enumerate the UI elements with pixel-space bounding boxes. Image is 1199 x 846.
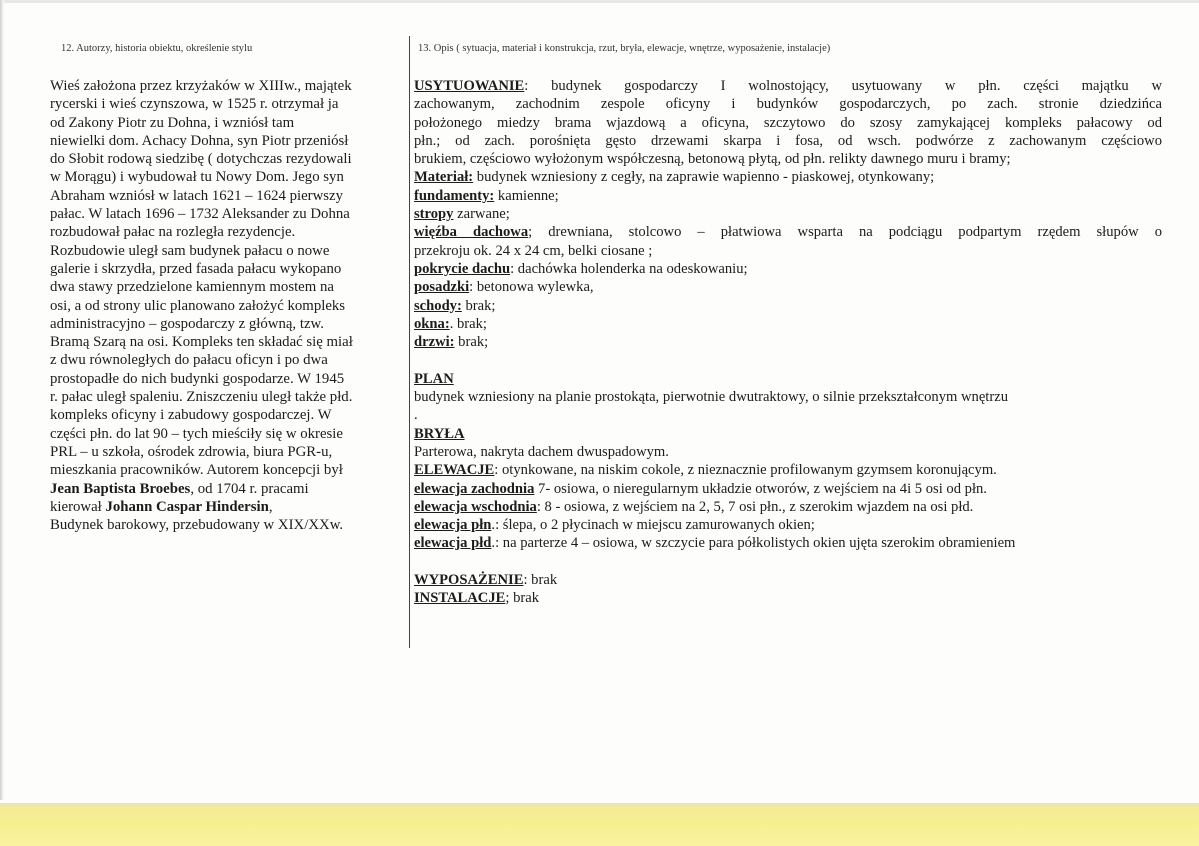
history-line: w Morągu) i wybudował tu Nowy Dom. Jego syn bbox=[50, 169, 344, 186]
history-line-author2: kierował Johann Caspar Hindersin, bbox=[50, 498, 273, 515]
history-line: Bramą Szarą na osi. Kompleks ten składać się miał bbox=[50, 334, 353, 351]
wiezba-line: przekroju ok. 24 x 24 cm, belki ciosane ; bbox=[414, 242, 653, 259]
author-name: Johann Caspar Hindersin bbox=[105, 498, 269, 515]
usytuowanie-line: położonego miedzy brama wjazdową a oficyna, szczytowo do szosy zamykającej kompleks pałacowy od bbox=[414, 114, 1162, 131]
history-line-author1: Jean Baptista Broebes, od 1704 r. pracami bbox=[50, 480, 309, 497]
description-text bbox=[414, 77, 1162, 608]
history-line: r. pałac uległ spaleniu. Zniszczeniu uległ także płd. bbox=[50, 389, 353, 406]
history-text bbox=[50, 77, 400, 534]
elewacja-pln-line: elewacja płn.: ślepa, o 2 płycinach w miejscu zamurowanych okien; bbox=[414, 517, 815, 534]
okna-line: okna:. brak; bbox=[414, 315, 487, 332]
history-line: części płn. do lat 90 – tych mieściły się w okresie bbox=[50, 425, 343, 442]
wiezba-heading: więźba dachowa bbox=[414, 224, 529, 241]
usytuowanie-line: brukiem, częściowo wyłożonym współczesną, betonową płytą, od płn. relikty dawnego muru i bramy; bbox=[414, 151, 1011, 168]
history-line: osi, a od strony ulic planowano założyć kompleks bbox=[50, 297, 346, 314]
usytuowanie-line: USYTUOWANIE: budynek gospodarczy I wolnostojący, usytuowany w płn. części majątku w bbox=[414, 78, 1162, 94]
pokrycie-line: pokrycie dachu: dachówka holenderka na odeskowaniu; bbox=[414, 260, 748, 277]
elewacja-pld-line: elewacja płd.: na parterze 4 – osiowa, w szczycie para półkolistych okien ujęta szerokim obramieniem bbox=[414, 535, 1016, 552]
history-line: galerie i skrzydła, przed fasada pałacu wykopano bbox=[50, 260, 342, 277]
top-edge bbox=[0, 0, 1199, 3]
wiezba-line: więźba dachowa; drewniana, stolcowo – płatwiowa wsparta na podciągu podpartym rzędem słupów o bbox=[414, 224, 1162, 241]
scan-edge-shadow bbox=[0, 0, 4, 800]
posadzki-line: posadzki: betonowa wylewka, bbox=[414, 279, 594, 296]
history-line: z dwu równoległych do pałacu oficyn i po dwa bbox=[50, 352, 328, 369]
schody-heading: schody: bbox=[414, 297, 462, 314]
author-name: Jean Baptista Broebes bbox=[50, 480, 191, 497]
history-line: mieszkania pracowników. Autorem koncepcji był bbox=[50, 462, 343, 479]
history-line: rycerski i wieś czynszowa, w 1525 r. otrzymał ja bbox=[50, 96, 339, 113]
elewacja-pln-heading: elewacja płn bbox=[414, 517, 492, 534]
drzwi-heading: drzwi: bbox=[414, 334, 455, 351]
fundamenty-heading: fundamenty: bbox=[414, 187, 495, 204]
history-line: Budynek barokowy, przebudowany w XIX/XXw. bbox=[50, 517, 344, 534]
pokrycie-heading: pokrycie dachu bbox=[414, 260, 511, 277]
elewacje-line: ELEWACJE: otynkowane, na niskim cokole, z nieznacznie profilowanym gzymsem koronującym. bbox=[414, 462, 997, 479]
plan-line: budynek wzniesiony na planie prostokąta, pierwotnie dwutraktowy, o silnie przekształconym wnętrzu bbox=[414, 389, 1008, 406]
spacer bbox=[414, 351, 1162, 369]
plan-heading-line bbox=[414, 370, 1162, 388]
posadzki-heading: posadzki bbox=[414, 279, 470, 296]
history-line: rozbudował pałac na rozległa rezydencje. bbox=[50, 224, 296, 241]
stropy-line: stropy zarwane; bbox=[414, 206, 510, 223]
wyposazenie-heading: WYPOSAŻENIE bbox=[414, 572, 524, 589]
history-line: niewielki dom. Achacy Dohna, syn Piotr przeniósł bbox=[50, 132, 349, 149]
plan-dot: . bbox=[414, 407, 418, 424]
stropy-heading: stropy bbox=[414, 206, 454, 223]
fundamenty-line: fundamenty: kamienne; bbox=[414, 187, 559, 204]
wyposazenie-line: WYPOSAŻENIE: brak bbox=[414, 572, 558, 589]
history-line: od Zakony Piotr zu Dohna, i wzniósł tam bbox=[50, 114, 295, 131]
description-column-header: 13. Opis ( sytuacja, materiał i konstrukcja, rzut, bryła, elewacje, wnętrze, wyposażenie, instalacje) bbox=[418, 43, 831, 54]
history-line: administracyjno – gospodarczy z główną, tzw. bbox=[50, 315, 324, 332]
elewacja-zachodnia-heading: elewacja zachodnia bbox=[414, 480, 535, 497]
usytuowanie-line: zachowanym, zachodnim zespole oficyny i budynków gospodarczych, po zach. stronie dziedzińca bbox=[414, 96, 1162, 113]
history-line: prostopadłe do nich budynki gospodarze. W 1945 bbox=[50, 370, 345, 387]
elewacja-zachodnia-line: elewacja zachodnia 7- osiowa, o nieregularnym układzie otworów, z wejściem na 4i 5 osi od płn. bbox=[414, 480, 987, 497]
elewacja-pld-heading: elewacja płd bbox=[414, 535, 492, 552]
bryla-line: Parterowa, nakryta dachem dwuspadowym. bbox=[414, 443, 669, 460]
history-column-header: 12. Autorzy, historia obiektu, określenie stylu bbox=[61, 43, 253, 54]
history-line: do Słobit rodową siedzibę ( dotychczas rezydowali bbox=[50, 151, 352, 168]
history-line: Wieś założona przez krzyżaków w XIIIw., majątek bbox=[50, 78, 352, 94]
material-line: Materiał: budynek wzniesiony z cegły, na zaprawie wapienno - piaskowej, otynkowany; bbox=[414, 169, 935, 186]
history-line: dwa stawy przedzielone kamiennym mostem na bbox=[50, 279, 334, 296]
elewacje-heading: ELEWACJE bbox=[414, 462, 495, 479]
elewacja-wschodnia-heading: elewacja wschodnia bbox=[414, 498, 537, 515]
instalacje-line: INSTALACJE; brak bbox=[414, 590, 540, 607]
plan-heading: PLAN bbox=[414, 370, 454, 387]
yellow-bottom-band bbox=[0, 806, 1199, 846]
history-line: Abraham wzniósł w latach 1621 – 1624 pierwszy bbox=[50, 187, 343, 204]
column-divider bbox=[409, 36, 410, 648]
okna-heading: okna: bbox=[414, 315, 450, 332]
usytuowanie-line: płn.; od zach. porośnięta gęsto drzewami skarpa i fosa, od wsch. podwórze z zachowanym częściowo bbox=[414, 132, 1162, 149]
drzwi-line: drzwi: brak; bbox=[414, 334, 489, 351]
history-line: pałac. W latach 1696 – 1732 Aleksander zu Dohna bbox=[50, 206, 350, 223]
history-line: kompleks oficyny i zabudowy gospodarczej. W bbox=[50, 407, 332, 424]
history-line: PRL – u szkoła, ośrodek zdrowia, biura PGR-u, bbox=[50, 443, 333, 460]
instalacje-heading: INSTALACJE bbox=[414, 590, 506, 607]
usytuowanie-heading: USYTUOWANIE bbox=[414, 78, 525, 94]
bryla-heading-line bbox=[414, 425, 1162, 443]
material-heading: Materiał: bbox=[414, 169, 474, 186]
history-line: Rozbudowie uległ sam budynek pałacu o nowe bbox=[50, 242, 330, 259]
spacer bbox=[414, 553, 1162, 571]
elewacja-wschodnia-line: elewacja wschodnia: 8 - osiowa, z wejściem na 2, 5, 7 osi płn., z szerokim wjazdem na osi płd. bbox=[414, 498, 974, 515]
bryla-heading: BRYŁA bbox=[414, 425, 465, 442]
schody-line: schody: brak; bbox=[414, 297, 496, 314]
